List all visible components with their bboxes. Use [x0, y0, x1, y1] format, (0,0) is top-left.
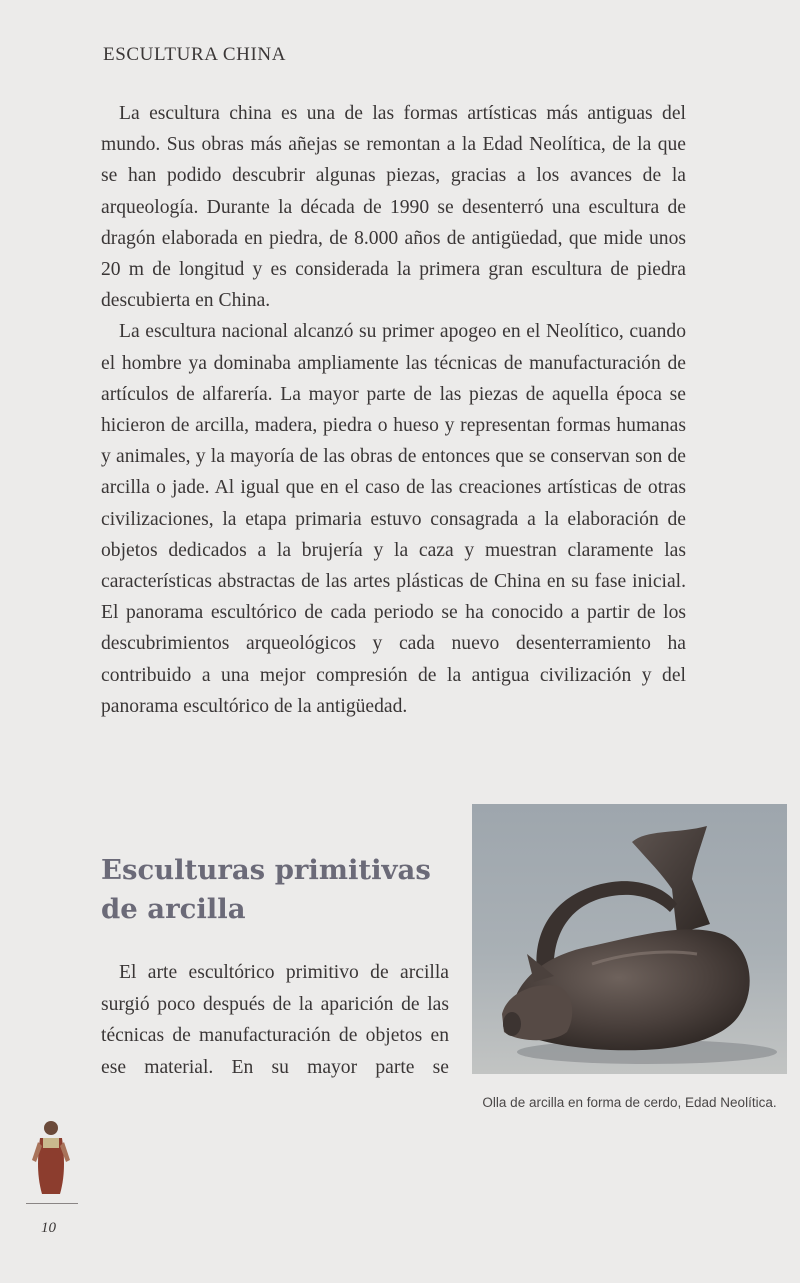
page-number: 10: [41, 1220, 56, 1236]
section-column-text: [101, 957, 449, 1083]
pig-vessel-photo: [472, 804, 787, 1074]
figure-caption: Olla de arcilla en forma de cerdo, Edad Neolítica.: [482, 1095, 777, 1110]
paragraph-1: La escultura china es una de las formas artísticas más antiguas del mundo. Sus obras más añejas se remontan a la Edad Neolítica, de la que se han podido descubrir algunas piezas, gracias a los avances de la arqueología. Durante la década de 1990 se desenterró una escultura de dragón elaborada en piedra, de 8.000 años de antigüedad, que mide unos 20 m de longitud y es considerada la primera gran escultura de piedra descubierta en China.: [101, 103, 686, 312]
section-paragraph: El arte escultórico primitivo de arcilla surgió poco después de la aparición de las técnicas de manufacturación de objetos en ese material. En su mayor parte se: [101, 962, 449, 1078]
running-head: ESCULTURA CHINA: [103, 44, 287, 65]
footer-rule: [26, 1203, 78, 1204]
section-heading: Esculturas primitivas de arcilla: [101, 854, 431, 925]
paragraph-2: La escultura nacional alcanzó su primer apogeo en el Neolítico, cuando el hombre ya dominaba ampliamente las técnicas de manufacturación de artículos de alfarería. La mayor parte de las piezas de aquella época se hicieron de arcilla, madera, piedra o hueso y representan formas humanas y animales, y la mayoría de las obras de entonces que se conservan son de arcilla o jade. Al igual que en el caso de las creaciones artísticas de otras civilizaciones, la etapa primaria estuvo consagrada a la elaboración de objetos dedicados a la brujería y la caza y muestran claramente las características abstractas de las artes plásticas de China en su fase inicial. El panorama escultórico de cada periodo se ha conocido a partir de los descubrimientos arqueológicos y cada nuevo desenterramiento ha contribuido a una mejor compresión de la antigua civilización y del panorama escultórico de la antigüedad.: [101, 321, 686, 717]
body-text: [101, 98, 686, 722]
statuette-icon: [26, 1118, 76, 1198]
